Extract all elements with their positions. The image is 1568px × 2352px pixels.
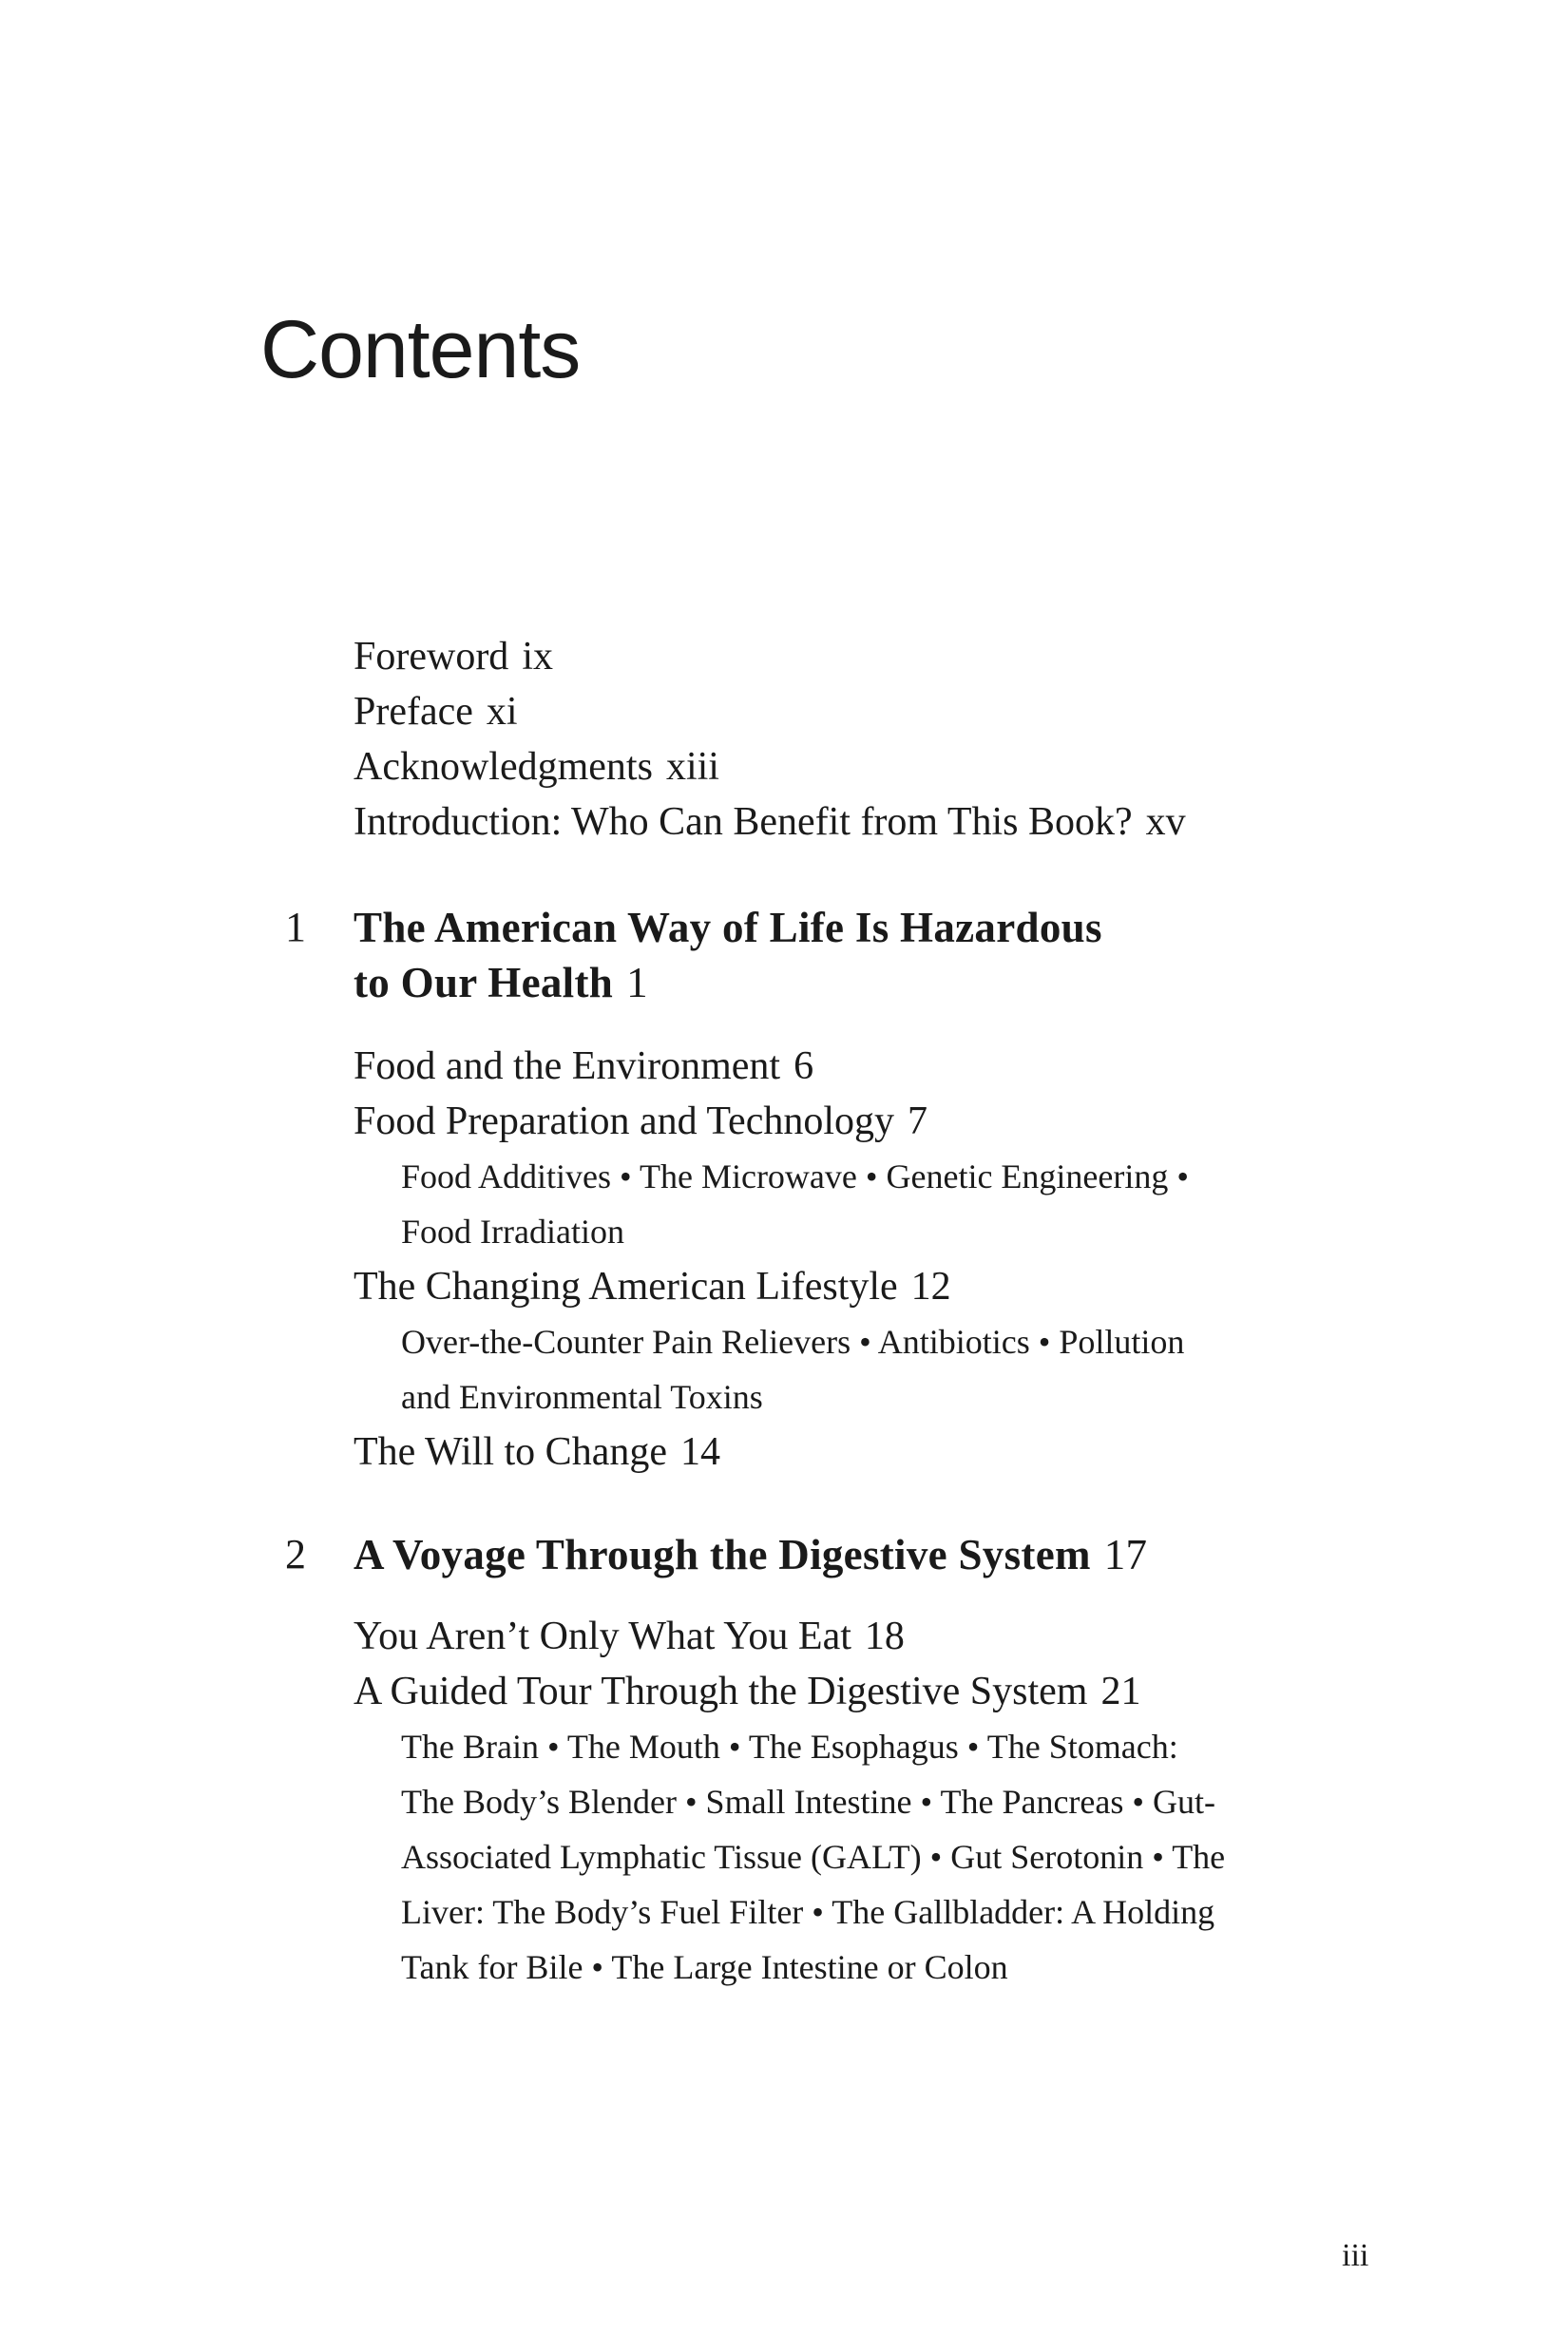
toc-entry-introduction[interactable] — [354, 794, 1186, 850]
entry-label: Food Preparation and Technology — [354, 1100, 895, 1143]
page-number: 12 — [910, 1265, 951, 1309]
chapter-number: 2 — [285, 1531, 306, 1578]
page-number: 14 — [679, 1430, 720, 1474]
chapter-title-line-1: The American Way of Life Is Hazardous — [354, 904, 1102, 951]
toc-entry-section[interactable] — [354, 1664, 1225, 1719]
toc-entry-section[interactable] — [354, 1425, 1189, 1480]
chapter-title[interactable] — [354, 900, 1102, 1010]
chapter-title[interactable] — [354, 1527, 1147, 1582]
page-number: 1 — [626, 959, 648, 1006]
page-title: Contents — [260, 304, 581, 395]
page-number: 7 — [908, 1100, 928, 1143]
toc-entry-preface[interactable] — [354, 684, 1186, 739]
entry-label: Introduction: Who Can Benefit from This Book? — [354, 800, 1133, 844]
topic-list — [401, 1314, 1189, 1425]
chapter-number: 1 — [285, 904, 306, 950]
entry-label: Acknowledgments — [354, 745, 653, 789]
page-number: 21 — [1100, 1670, 1141, 1713]
page-number: xv — [1145, 800, 1186, 844]
topic-list — [401, 1719, 1225, 1995]
chapter-title-line-2: to Our Health — [354, 959, 614, 1006]
chapter-title-line-1: A Voyage Through the Digestive System — [354, 1531, 1091, 1578]
topic-line: Tank for Bile • The Large Intestine or Colon — [401, 1948, 1008, 1986]
topic-line: Food Additives • The Microwave • Genetic Engineering • — [401, 1157, 1189, 1195]
entry-label: You Aren’t Only What You Eat — [354, 1615, 851, 1658]
toc-entry-section[interactable] — [354, 1609, 1225, 1664]
page-folio: iii — [1342, 2238, 1369, 2273]
section-list — [354, 1039, 1189, 1480]
toc-entry-acknowledgments[interactable] — [354, 739, 1186, 794]
topic-line: Over-the-Counter Pain Relievers • Antibiotics • Pollution — [401, 1323, 1185, 1361]
toc-entry-section[interactable] — [354, 1039, 1189, 1094]
entry-label: Preface — [354, 690, 473, 734]
section-list — [354, 1609, 1225, 1995]
topic-line: Food Irradiation — [401, 1213, 624, 1251]
entry-label: A Guided Tour Through the Digestive System — [354, 1670, 1088, 1713]
page-number: 18 — [864, 1615, 905, 1658]
topic-list — [401, 1149, 1189, 1259]
entry-label: The Changing American Lifestyle — [354, 1265, 898, 1309]
page-number: 17 — [1103, 1531, 1148, 1578]
topic-line: and Environmental Toxins — [401, 1378, 763, 1416]
entry-label: Foreword — [354, 635, 509, 679]
toc-entry-section[interactable] — [354, 1259, 1189, 1314]
topic-line: The Brain • The Mouth • The Esophagus • The Stomach: — [401, 1728, 1178, 1766]
toc-entry-foreword[interactable] — [354, 629, 1186, 684]
entry-label: Food and the Environment — [354, 1044, 781, 1088]
topic-line: The Body’s Blender • Small Intestine • The Pancreas • Gut- — [401, 1783, 1215, 1821]
toc-entry-section[interactable] — [354, 1094, 1189, 1149]
front-matter-list — [354, 629, 1186, 850]
page-number: 6 — [794, 1044, 814, 1088]
entry-label: The Will to Change — [354, 1430, 667, 1474]
topic-line: Liver: The Body’s Fuel Filter • The Gallbladder: A Holding — [401, 1893, 1215, 1931]
page-number: ix — [522, 635, 553, 679]
topic-line: Associated Lymphatic Tissue (GALT) • Gut Serotonin • The — [401, 1838, 1226, 1876]
page-number: xiii — [665, 745, 719, 789]
page-number: xi — [486, 690, 518, 734]
